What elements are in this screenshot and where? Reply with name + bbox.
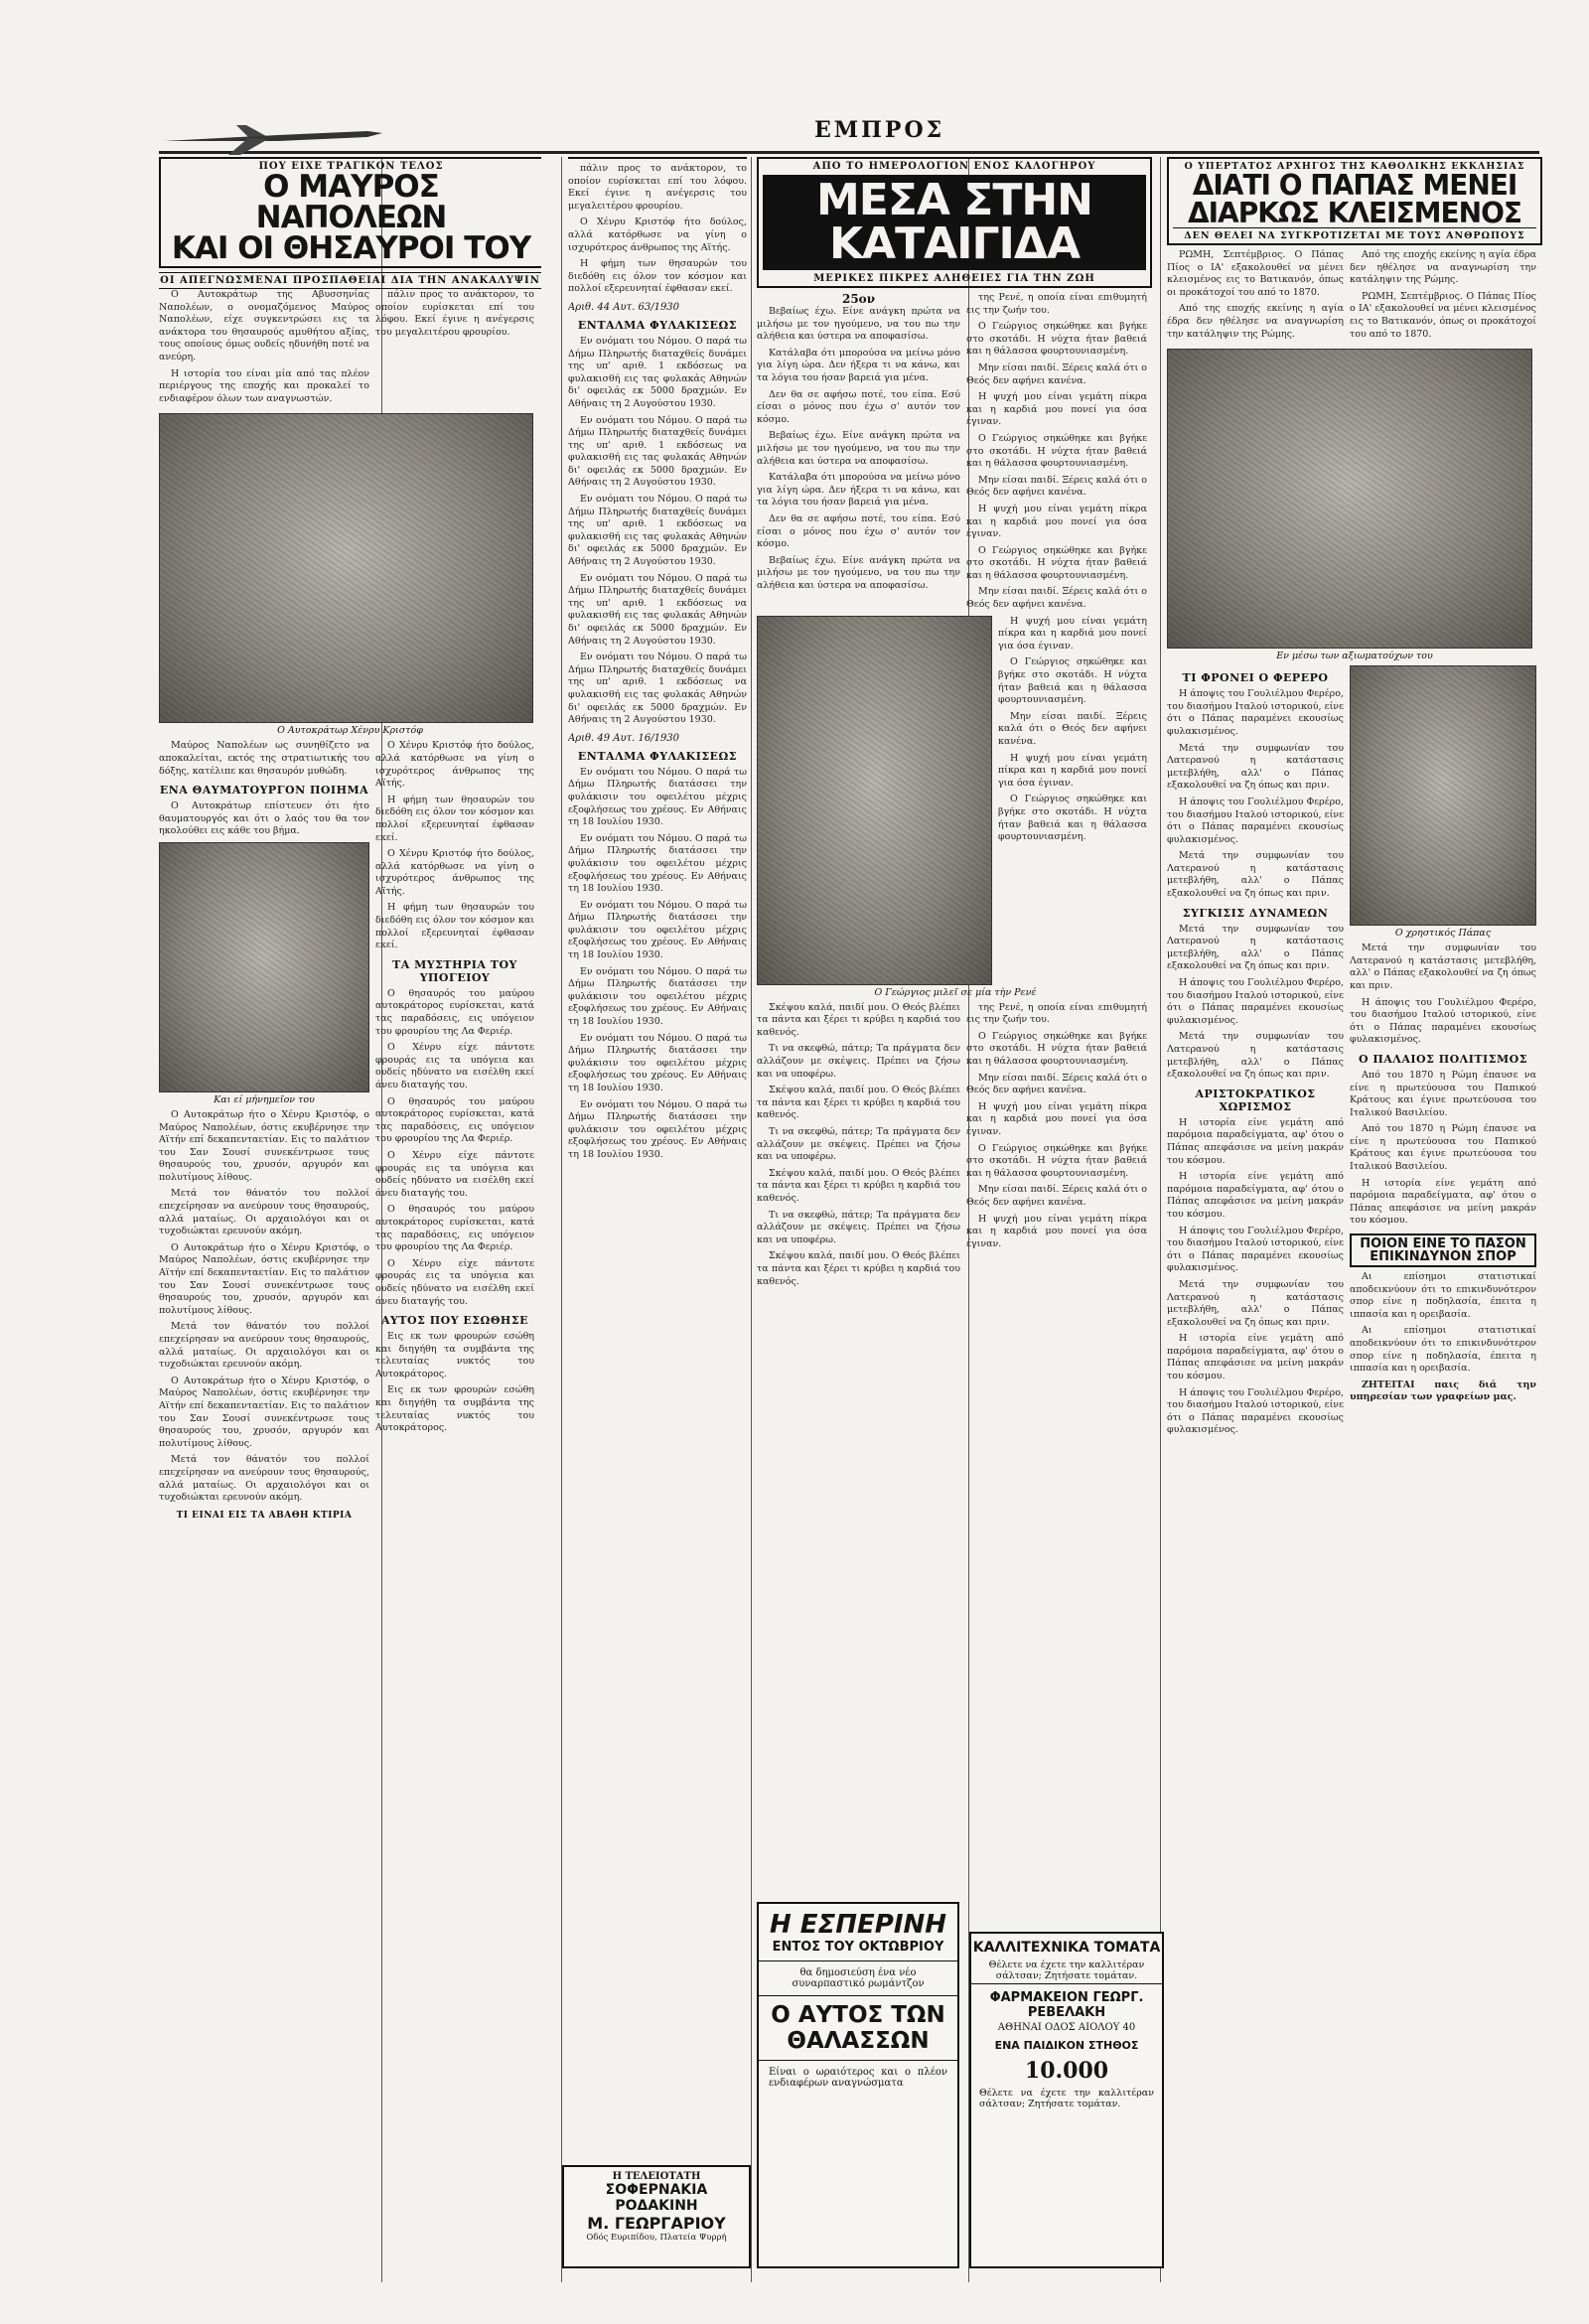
photo-emperor [159, 413, 533, 723]
paragraph: Η ιστορία του είναι μία από τας πλέον περιέργους της εποχής και προκαλεί το ενδιαφέρον όλων των αναγνωστών. [159, 367, 369, 404]
paragraph: Ο Γεώργιος σηκώθηκε και βγήκε στο σκοτάδι. Η νύχτα ήταν βαθειά και η θάλασσα φουρτουνιασμένη. [966, 544, 1147, 581]
paragraph: Σκέψου καλά, παιδί μου. Ο Θεός βλέπει τα πάντα και ξέρει τι κρύβει η καρδιά του καθενός. [757, 1167, 960, 1204]
photo-caption: Ο Αυτοκράτωρ Χένρυ Κριστόφ [277, 725, 423, 737]
paragraph: Ο Χένρυ είχε πάντοτε φρουράς εις τα υπόγεια και ουδείς ηδύνατο να εισέλθη εκεί άνευ διαταγής του. [375, 1257, 534, 1307]
section-heading: Ο ΠΑΛΑΙΟΣ ΠΟΛΙΤΙΣΜΟΣ [1358, 1052, 1528, 1066]
photo-monument [159, 842, 369, 1092]
paragraph: Αι επίσημοι στατιστικαί αποδεικνύουν ότι το επικινδυνότερον σπορ είνε η ποδηλασία, έπειτα η ιππασία και η ορειβασία. [1350, 1271, 1536, 1320]
paragraph: Ο Χένρυ Κριστόφ ήτο δούλος, αλλά κατόρθωσε να γίνη ο ισχυρότερος άνθρωπος της Αϊτής. [375, 740, 534, 790]
paragraph: Εν ονόματι του Νόμου. Ο παρά τω Δήμω Πληρωτής διαταχθείς δυνάμει της υπ' αριθ. 1 εκδόσεως να φυλακισθή εις τας φυλακάς Αθηνών δι' οφειλάς εκ 5000 δραχμών. Εν Αθήναις τη 2 Αυγούστου 1930. [568, 335, 747, 409]
section-heading: ΤΙ ΦΡΟΝΕΙ Ο ΦΕΡΕΡΟ [1182, 671, 1329, 685]
ad-sofernakia [562, 2165, 751, 2268]
paragraph: Τι να σκεφθώ, πάτερ; Τα πράγματα δεν αλλάζουν με σκέψεις. Πρέπει να ζήσω και να υποφέρω. [757, 1043, 960, 1080]
headline-line-1: Ο ΜΑΥΡΟΣ ΝΑΠΟΛΕΩΝ [255, 169, 447, 235]
ad-esperini [757, 1902, 959, 2268]
paragraph: Ο Γεώργιος σηκώθηκε και βγήκε στο σκοτάδι. Η νύχτα ήταν βαθειά και η θάλασσα φουρτουνιασμένη. [966, 432, 1147, 470]
paragraph: Αι επίσημοι στατιστικαί αποδεικνύουν ότι το επικινδυνότερον σπορ είνε η ποδηλασία, έπειτα η ιππασία και η ορειβασία. [1350, 1325, 1536, 1375]
paragraph: Εν ονόματι του Νόμου. Ο παρά τω Δήμω Πληρωτής διατάσσει την φυλάκισιν του οφειλέτου μέχρις εξοφλήσεως του χρέους. Εν Αθήναις τη 18 Ιουλίου 1930. [568, 1032, 747, 1093]
airplane-icon [159, 119, 387, 159]
paragraph: Σκέψου καλά, παιδί μου. Ο Θεός βλέπει τα πάντα και ξέρει τι κρύβει η καρδιά του καθενός. [757, 1001, 960, 1038]
paragraph: Δεν θα σε αφήσω ποτέ, του είπα. Εσύ είσαι ο μόνος που έχω σ' αυτόν τον κόσμο. [757, 512, 960, 550]
ad-novel-title: Ο ΑΥΤΟΣ ΤΩΝ ΘΑΛΑΣΣΩΝ [759, 1995, 957, 2061]
ad-text: ΕΝΤΟΣ ΤΟΥ ΟΚΤΩΒΡΙΟΥ [772, 1940, 944, 1955]
ad-title: ΚΑΛΛΙΤΕΧΝΙΚΑ ΤΟΜΑΤΑ [972, 1940, 1161, 1956]
paragraph: Εν ονόματι του Νόμου. Ο παρά τω Δήμω Πληρωτής διαταχθείς δυνάμει της υπ' αριθ. 1 εκδόσεως να φυλακισθή εις τας φυλακάς Αθηνών δι' οφειλάς εκ 5000 δραχμών. Εν Αθήναις τη 2 Αυγούστου 1930. [568, 414, 747, 489]
section-heading: ΑΥΤΟΣ ΠΟΥ ΕΣΩΘΗΣΕ [380, 1314, 528, 1328]
paragraph: Ο Χένρυ Κριστόφ ήτο δούλος, αλλά κατόρθωσε να γίνη ο ισχυρότερος άνθρωπος της Αϊτής. [568, 217, 747, 253]
paragraph: Ο θησαυρός του μαύρου αυτοκράτορος ευρίσκεται, κατά τας παραδόσεις, εις υπόγειον του φρουρίου της Λα Φεριέρ. [375, 1204, 534, 1253]
headline-line-2: ΚΑΙ ΟΙ ΘΗΣΑΥΡΟΙ ΤΟΥ [171, 230, 531, 266]
paragraph: Εν ονόματι του Νόμου. Ο παρά τω Δήμω Πληρωτής διατάσσει την φυλάκισιν του οφειλέτου μέχρις εξοφλήσεως του χρέους. Εν Αθήναις τη 18 Ιουλίου 1930. [568, 1098, 747, 1160]
paragraph: ΖΗΤΕΙΤΑΙ παις διά την υπηρεσίαν των γραφείων μας. [1350, 1379, 1536, 1403]
paragraph: Εν ονόματι του Νόμου. Ο παρά τω Δήμω Πληρωτής διαταχθείς δυνάμει της υπ' αριθ. 1 εκδόσεως να φυλακισθή εις τας φυλακάς Αθηνών δι' οφειλάς εκ 5000 δραχμών. Εν Αθήναις τη 2 Αυγούστου 1930. [568, 494, 747, 568]
subheadline: ΔΕΝ ΘΕΛΕΙ ΝΑ ΣΥΓΚΡΟΤΙΖΕΤΑΙ ΜΕ ΤΟΥΣ ΑΝΘΡΩΠΟΥΣ [1173, 227, 1536, 241]
notice-title: ΕΝΤΑΛΜΑ ΦΥΛΑΚΙΣΕΩΣ [577, 749, 738, 763]
paragraph: Μετά την συμφωνίαν του Λατερανού η κατάστασις μετεβλήθη, αλλ' ο Πάπας εξακολουθεί να ζη όπως και πριν. [1167, 1031, 1344, 1081]
paragraph: Από της εποχής εκείνης η αγία έδρα δεν ηθέλησε να αναγνωρίση την κατάληψιν της Ρώμης. [1350, 249, 1536, 286]
paragraph: Μην είσαι παιδί. Ξέρεις καλά ότι ο Θεός δεν αφήνει κανένα. [966, 474, 1147, 499]
paragraph: Η ψυχή μου είναι γεμάτη πίκρα και η καρδιά μου πονεί για όσα έγιναν. [966, 503, 1147, 540]
paragraph: Μην είσαι παιδί. Ξέρεις καλά ότι ο Θεός δεν αφήνει κανένα. [998, 710, 1147, 747]
paragraph: Δεν θα σε αφήσω ποτέ, του είπα. Εσύ είσαι ο μόνος που έχω σ' αυτόν τον κόσμο. [757, 388, 960, 425]
paragraph: Από της εποχής εκείνης η αγία έδρα δεν ηθέλησε να αναγνωρίση την κατάληψιν της Ρώμης. [1167, 303, 1344, 340]
ad-address: ΑΘΗΝΑΙ ΟΔΟΣ ΑΙΟΛΟΥ 40 [997, 2022, 1136, 2033]
column-rule [751, 157, 752, 2282]
paragraph: Μετά την συμφωνίαν του Λατερανού η κατάστασις μετεβλήθη, αλλ' ο Πάπας εξακολουθεί να ζη όπως και πριν. [1167, 923, 1344, 972]
paragraph: Μετά την συμφωνίαν του Λατερανού η κατάστασις μετεβλήθη, αλλ' ο Πάπας εξακολουθεί να ζη όπως και πριν. [1350, 943, 1536, 991]
headline-banner [763, 175, 1146, 270]
paragraph: Από του 1870 η Ρώμη έπαυσε να είνε η πρωτεύουσα του Παπικού Κράτους και έγινε πρωτεύουσα του Ιταλικού Βασιλείου. [1350, 1123, 1536, 1173]
kicker: ΠΟΥ ΕΙΧΕ ΤΡΑΓΙΚΟΝ ΤΕΛΟΣ [258, 161, 444, 172]
paragraph: Εν ονόματι του Νόμου. Ο παρά τω Δήμω Πληρωτής διαταχθείς δυνάμει της υπ' αριθ. 1 εκδόσεως να φυλακισθή εις τας φυλακάς Αθηνών δι' οφειλάς εκ 5000 δραχμών. Εν Αθήναις τη 2 Αυγούστου 1930. [568, 652, 747, 726]
paragraph: Η ψυχή μου είναι γεμάτη πίκρα και η καρδιά μου πονεί για όσα έγιναν. [966, 1100, 1147, 1137]
section-heading: ΤΙ ΕΙΝΑΙ ΕΙΣ ΤΑ ΑΒΑΘΗ ΚΤΙΡΙΑ [176, 1510, 353, 1521]
paragraph: Μετά την συμφωνίαν του Λατερανού η κατάστασις μετεβλήθη, αλλ' ο Πάπας εξακολουθεί να ζη όπως και πριν. [1167, 1278, 1344, 1328]
paragraph: Η ψυχή μου είναι γεμάτη πίκρα και η καρδιά μου πονεί για όσα έγιναν. [966, 391, 1147, 428]
photo-caption: Ο χρηστικός Πάπας [1394, 928, 1492, 940]
article-header [1167, 157, 1542, 245]
paragraph: Ο Αυτοκράτωρ επίστευεν ότι ήτο θαυματουργός και ότι ο λαός του θα τον ηκολούθει εις κάθε του βήμα. [159, 800, 369, 837]
paragraph: Η ιστορία είνε γεμάτη από παρόμοια παραδείγματα, αφ' ότου ο Πάπας απεφάσισε να μείνη μακράν του κόσμου. [1350, 1177, 1536, 1227]
paragraph: της Ρενέ, η οποία είναι επιθυμητή εις την ζωήν του. [966, 1001, 1147, 1026]
paragraph: Η άποψις του Γουλιέλμου Φερέρο, του διασήμου Ιταλού ιστορικού, είνε ότι ο Πάπας παραμένει εκουσίως φυλακισμένος. [1167, 796, 1344, 845]
paragraph: Η άποψις του Γουλιέλμου Φερέρο, του διασήμου Ιταλού ιστορικού, είνε ότι ο Πάπας παραμένει εκουσίως φυλακισμένος. [1167, 1225, 1344, 1274]
ad-text: Θέλετε να έχετε την καλλιτέραν σάλτσαν; Ζητήσατε τομάταν. [979, 2088, 1154, 2109]
paragraph: Εις εκ των φρουρών εσώθη και διηγήθη τα συμβάντα της τελευταίας νυκτός του Αυτοκράτορος. [375, 1384, 534, 1434]
paragraph: Η φήμη των θησαυρών του διεδόθη εις όλον τον κόσμον και πολλοί εξερευνηταί έφθασαν εκεί. [568, 258, 747, 295]
court-notices [568, 157, 747, 2272]
paragraph: Μην είσαι παιδί. Ξέρεις καλά ότι ο Θεός δεν αφήνει κανένα. [966, 1072, 1147, 1096]
paragraph: Από του 1870 η Ρώμη έπαυσε να είνε η πρωτεύουσα του Παπικού Κράτους και έγινε πρωτεύουσα του Ιταλικού Βασιλείου. [1350, 1069, 1536, 1118]
paragraph: Η άποψις του Γουλιέλμου Φερέρο, του διασήμου Ιταλού ιστορικού, είνε ότι ο Πάπας παραμένει εκουσίως φυλακισμένος. [1350, 996, 1536, 1046]
paragraph: Μην είσαι παιδί. Ξέρεις καλά ότι ο Θεός δεν αφήνει κανένα. [966, 586, 1147, 611]
photo-caption: Και εί μήνημεῖον του [214, 1093, 315, 1105]
paragraph: Μετά τον θάνατόν του πολλοί επεχείρησαν να ανεύρουν τους θησαυρούς, αλλά ματαίως. Οι αρχαιολόγοι και οι τυχοδιώκται ερευνούν ακόμη. [159, 1454, 369, 1504]
paragraph: Η ψυχή μου είναι γεμάτη πίκρα και η καρδιά μου πονεί για όσα έγιναν. [998, 752, 1147, 789]
section-heading: ΣΥΓΚΙΣΙΣ ΔΥΝΑΜΕΩΝ [1182, 906, 1329, 920]
paragraph: Κατάλαβα ότι μπορούσα να μείνω μόνο για λίγη ώρα. Δεν ήξερα τι να κάνω, και τα λόγια του ήσαν βαρειά για μένα. [757, 347, 960, 383]
paragraph: Εν ονόματι του Νόμου. Ο παρά τω Δήμω Πληρωτής διατάσσει την φυλάκισιν του οφειλέτου μέχρις εξοφλήσεως του χρέους. Εν Αθήναις τη 18 Ιουλίου 1930. [568, 766, 747, 828]
column-rule [561, 157, 562, 2282]
ad-text: Οδός Ευριπίδου, Πλατεία Ψυρρή [586, 2233, 727, 2243]
photo-pope-officials [1167, 349, 1532, 649]
photo-pope [1350, 665, 1536, 926]
paragraph: Ο Αυτοκράτωρ ήτο ο Χένρυ Κριστόφ, ο Μαύρος Ναπολέων, όστις εκυβέρνησε την Αϊτήν επί δεκαπενταετίαν. Εις το παλάτιον του Σαν Σουσί συνεκέντρωσε τους θησαυρούς του, χρυσόν, αργυρόν και πολυτίμους λίθους. [159, 1241, 369, 1316]
photo-caption: Ο Γεώργιος μιλεῖ σε μία τὴν Ρενέ [874, 986, 1037, 998]
paragraph: Εν ονόματι του Νόμου. Ο παρά τω Δήμω Πληρωτής διατάσσει την φυλάκισιν του οφειλέτου μέχρις εξοφλήσεως του χρέους. Εν Αθήναις τη 18 Ιουλίου 1930. [568, 832, 747, 895]
paragraph: Η ψυχή μου είναι γεμάτη πίκρα και η καρδιά μου πονεί για όσα έγιναν. [998, 615, 1147, 652]
paragraph: Ο θησαυρός του μαύρου αυτοκράτορος ευρίσκεται, κατά τας παραδόσεις, εις υπόγειον του φρουρίου της Λα Φεριέρ. [375, 987, 534, 1037]
paragraph: πάλιν προς το ανάκτορον, το οποίον ευρίσκεται επί του λόφου. Εκεί έγινε η ανέγερσις του μεγαλειτέρου φρουρίου. [568, 163, 747, 212]
photo-couple [757, 616, 992, 985]
paragraph: Εν ονόματι του Νόμου. Ο παρά τω Δήμω Πληρωτής διατάσσει την φυλάκισιν του οφειλέτου μέχρις εξοφλήσεως του χρέους. Εν Αθήναις τη 18 Ιουλίου 1930. [568, 965, 747, 1028]
paragraph: Ο θησαυρός του μαύρου αυτοκράτορος ευρίσκεται, κατά τας παραδόσεις, εις υπόγειον του φρουρίου της Λα Φεριέρ. [375, 1095, 534, 1145]
ad-text: Θέλετε να έχετε την καλλιτέραν σάλτσαν; Ζητήσατε τομάταν. [988, 1960, 1145, 1981]
paragraph: της Ρενέ, η οποία είναι επιθυμητή εις την ζωήν του. [966, 292, 1147, 316]
paragraph: Σκέψου καλά, παιδί μου. Ο Θεός βλέπει τα πάντα και ξέρει τι κρύβει η καρδιά του καθενός. [757, 1085, 960, 1121]
ad-text: Μ. ΓΕΩΡΓΑΡΙΟΥ [587, 2214, 726, 2233]
kicker: Ο ΥΠΕΡΤΑΤΟΣ ΑΡΧΗΓΟΣ ΤΗΣ ΚΑΘΟΛΙΚΗΣ ΕΚΚΛΗΣΙΑΣ [1184, 161, 1525, 172]
paragraph: Μετά την συμφωνίαν του Λατερανού η κατάστασις μετεβλήθη, αλλ' ο Πάπας εξακολουθεί να ζη όπως και πριν. [1167, 742, 1344, 792]
ad-text: ΕΝΑ ΠΑΙΔΙΚΟΝ ΣΤΗΘΟΣ [994, 2039, 1139, 2052]
headline-line-2: ΔΙΑΡΚΩΣ ΚΛΕΙΣΜΕΝΟΣ [1187, 197, 1522, 229]
paragraph: Βεβαίως έχω. Είνε ανάγκη πρώτα να μιλήσω με τον ηγούμενο, να του πω την αλήθεια και ύστερα να αποφασίσω. [757, 306, 960, 343]
paragraph: Ο Χένρυ είχε πάντοτε φρουράς εις τα υπόγεια και ουδείς ηδύνατο να εισέλθη εκεί άνευ διαταγής του. [375, 1042, 534, 1090]
paragraph: Σκέψου καλά, παιδί μου. Ο Θεός βλέπει τα πάντα και ξέρει τι κρύβει η καρδιά του καθενός. [757, 1250, 960, 1287]
paragraph: Ο Αυτοκράτωρ ήτο ο Χένρυ Κριστόφ, ο Μαύρος Ναπολέων, όστις εκυβέρνησε την Αϊτήν επί δεκαπενταετίαν. Εις το παλάτιον του Σαν Σουσί συνεκέντρωσε τους θησαυρούς του, χρυσόν, αργυρόν και πολυτίμους λίθους. [159, 1375, 369, 1449]
article-pope [1167, 157, 1542, 2272]
notice-number: Αριθ. 49 Αυτ. 16/1930 [568, 732, 680, 744]
paragraph: Ο Γεώργιος σηκώθηκε και βγήκε στο σκοτάδι. Η νύχτα ήταν βαθειά και η θάλασσα φουρτουνιασμένη. [966, 1142, 1147, 1179]
ad-pharmacy-name: ΦΑΡΜΑΚΕΙΟΝ ΓΕΩΡΓ. ΡΕΒΕΛΑΚΗ [971, 1983, 1162, 2022]
paragraph: Μαύρος Ναπολέων ως συνηθίζετο να αποκαλείται, εκτός της στρατιωτικής του δόξης, κατέλιπε και θησαυρόν μυθώδη. [159, 740, 369, 777]
paragraph: Ο Γεώργιος σηκώθηκε και βγήκε στο σκοτάδι. Η νύχτα ήταν βαθειά και η θάλασσα φουρτουνιασμένη. [998, 794, 1147, 843]
masthead-name: ΕΜΠΡΟΣ [814, 117, 945, 143]
paragraph: Μετά τον θάνατόν του πολλοί επεχείρησαν να ανεύρουν τους θησαυρούς, αλλά ματαίως. Οι αρχαιολόγοι και οι τυχοδιώκται ερευνούν ακόμη. [159, 1188, 369, 1237]
diary-date: 25ον [841, 292, 876, 306]
paragraph: Ο Χένρυ είχε πάντοτε φρουράς εις τα υπόγεια και ουδείς ηδύνατο να εισέλθη εκεί άνευ διαταγής του. [375, 1149, 534, 1199]
notice-number: Αριθ. 44 Αυτ. 63/1930 [568, 301, 680, 313]
headline: ΠΟΙΟΝ ΕΙΝΕ ΤΟ ΠΑΣΟΝ ΕΠΙΚΙΝΔΥΝΟΝ ΣΠΟΡ [1360, 1236, 1526, 1265]
paragraph: Μην είσαι παιδί. Ξέρεις καλά ότι ο Θεός δεν αφήνει κανένα. [966, 362, 1147, 386]
paragraph: πάλιν προς το ανάκτορον, το οποίον ευρίσκεται επί του λόφου. Εκεί έγινε η ανέγερσις του μεγαλειτέρου φρουρίου. [375, 289, 534, 338]
paragraph: ΡΩΜΗ, Σεπτέμβριος. Ο Πάπας Πίος ο ΙΑ' εξακολουθεί να μένει κλεισμένος εις το Βατικανόν, όπως οι προκάτοχοί του από το 1870. [1167, 249, 1344, 298]
paragraph: Η φήμη των θησαυρών του διεδόθη εις όλον τον κόσμον και πολλοί εξερευνηταί έφθασαν εκεί. [375, 902, 534, 951]
section-heading: ΑΡΙΣΤΟΚΡΑΤΙΚΟΣ ΧΩΡΙΣΜΟΣ [1195, 1087, 1316, 1113]
paragraph: Ο Γεώργιος σηκώθηκε και βγήκε στο σκοτάδι. Η νύχτα ήταν βαθειά και η θάλασσα φουρτουνιασμένη. [966, 1030, 1147, 1068]
ad-number: 10.000 [1024, 2058, 1109, 2084]
kicker: ΑΠΟ ΤΟ ΗΜΕΡΟΛΟΓΙΟΝ ΕΝΟΣ ΚΑΛΟΓΗΡΟΥ [812, 161, 1096, 172]
paragraph: Η ιστορία είνε γεμάτη από παρόμοια παραδείγματα, αφ' ότου ο Πάπας απεφάσισε να μείνη μακράν του κόσμου. [1167, 1171, 1344, 1220]
paragraph: Η άποψις του Γουλιέλμου Φερέρο, του διασήμου Ιταλού ιστορικού, είνε ότι ο Πάπας παραμένει εκουσίως φυλακισμένος. [1167, 1386, 1344, 1436]
paragraph: Ο Αυτοκράτωρ ήτο ο Χένρυ Κριστόφ, ο Μαύρος Ναπολέων, όστις εκυβέρνησε την Αϊτήν επί δεκαπενταετίαν. Εις το παλάτιον του Σαν Σουσί συνεκέντρωσε τους θησαυρούς του, χρυσόν, αργυρόν και πολυτίμους λίθους. [159, 1108, 369, 1183]
paragraph: Μετά τον θάνατόν του πολλοί επεχείρησαν να ανεύρουν τους θησαυρούς, αλλά ματαίως. Οι αρχαιολόγοι και οι τυχοδιώκται ερευνούν ακόμη. [159, 1321, 369, 1371]
paragraph: Η άποψις του Γουλιέλμου Φερέρο, του διασήμου Ιταλού ιστορικού, είνε ότι ο Πάπας παραμένει εκουσίως φυλακισμένος. [1167, 688, 1344, 737]
ad-text: Είναι ο ωραιότερος και ο πλέον ενδιαφέρων αναγνώσματα [769, 2067, 947, 2089]
ad-title: Η ΕΣΠΕΡΙΝΗ [769, 1910, 947, 1940]
article-header [159, 157, 541, 268]
article-header [757, 157, 1152, 288]
paragraph: Η ιστορία είνε γεμάτη από παρόμοια παραδείγματα, αφ' ότου ο Πάπας απεφάσισε να μείνη μακράν του κόσμου. [1167, 1333, 1344, 1382]
paragraph: Ο Γεώργιος σηκώθηκε και βγήκε στο σκοτάδι. Η νύχτα ήταν βαθειά και η θάλασσα φουρτουνιασμένη. [966, 321, 1147, 358]
ad-text: ΣΟΦΕΡΝΑΚΙΑ ΡΟΔΑΚΙΝΗ [605, 2182, 708, 2214]
headline-line-1: ΔΙΑΤΙ Ο ΠΑΠΑΣ ΜΕΝΕΙ [1192, 169, 1517, 202]
paragraph: Κατάλαβα ότι μπορούσα να μείνω μόνο για λίγη ώρα. Δεν ήξερα τι να κάνω, και τα λόγια του ήσαν βαρειά για μένα. [757, 472, 960, 508]
paragraph: Τι να σκεφθώ, πάτερ; Τα πράγματα δεν αλλάζουν με σκέψεις. Πρέπει να ζήσω και να υποφέρω. [757, 1209, 960, 1245]
ad-pharmacy [969, 1932, 1164, 2268]
photo-caption: Εν μέσω των αξιωματούχων του [1276, 651, 1433, 662]
sport-article-header [1350, 1234, 1536, 1267]
paragraph: Βεβαίως έχω. Είνε ανάγκη πρώτα να μιλήσω με τον ηγούμενο, να του πω την αλήθεια και ύστερα να αποφασίσω. [757, 430, 960, 467]
paragraph: Μην είσαι παιδί. Ξέρεις καλά ότι ο Θεός δεν αφήνει κανένα. [966, 1184, 1147, 1208]
section-heading: ΤΑ ΜΥΣΤΗΡΙΑ ΤΟΥ ΥΠΟΓΕΙΟΥ [392, 957, 517, 984]
section-heading: ΕΝΑ ΘΑΥΜΑΤΟΥΡΓΟΝ ΠΟΙΗΜΑ [159, 784, 369, 798]
ad-text: θα δημοσιεύση ένα νέο συναρπαστικό ρωμάντζον [792, 1967, 925, 1989]
subheadline: ΜΕΡΙΚΕΣ ΠΙΚΡΕΣ ΑΛΗΘΕΙΕΣ ΓΙΑ ΤΗΝ ΖΩΗ [813, 273, 1095, 284]
subheadline: ΟΙ ΑΠΕΓΝΩΣΜΕΝΑΙ ΠΡΟΣΠΑΘΕΙΑΙ ΔΙΑ ΤΗΝ ΑΝΑΚΑΛΥΨΙΝ [159, 272, 541, 289]
paragraph: Βεβαίως έχω. Είνε ανάγκη πρώτα να μιλήσω με τον ηγούμενο, να του πω την αλήθεια και ύστερα να αποφασίσω. [757, 554, 960, 591]
paragraph: Εν ονόματι του Νόμου. Ο παρά τω Δήμω Πληρωτής διατάσσει την φυλάκισιν του οφειλέτου μέχρις εξοφλήσεως του χρέους. Εν Αθήναις τη 18 Ιουλίου 1930. [568, 899, 747, 961]
paragraph: Η φήμη των θησαυρών του διεδόθη εις όλον τον κόσμον και πολλοί εξερευνηταί έφθασαν εκεί. [375, 794, 534, 843]
paragraph: Ο Γεώργιος σηκώθηκε και βγήκε στο σκοτάδι. Η νύχτα ήταν βαθειά και η θάλασσα φουρτουνιασμένη. [998, 656, 1147, 706]
paragraph: ΡΩΜΗ, Σεπτέμβριος. Ο Πάπας Πίος ο ΙΑ' εξακολουθεί να μένει κλεισμένος εις το Βατικανόν, όπως οι προκάτοχοί του από το 1870. [1350, 290, 1536, 340]
article-black-napoleon [159, 157, 541, 2272]
paragraph: Τι να σκεφθώ, πάτερ; Τα πράγματα δεν αλλάζουν με σκέψεις. Πρέπει να ζήσω και να υποφέρω. [757, 1126, 960, 1163]
paragraph: Η ιστορία είνε γεμάτη από παρόμοια παραδείγματα, αφ' ότου ο Πάπας απεφάσισε να μείνη μακράν του κόσμου. [1167, 1116, 1344, 1166]
paragraph: Εν ονόματι του Νόμου. Ο παρά τω Δήμω Πληρωτής διαταχθείς δυνάμει της υπ' αριθ. 1 εκδόσεως να φυλακισθή εις τας φυλακάς Αθηνών δι' οφειλάς εκ 5000 δραχμών. Εν Αθήναις τη 2 Αυγούστου 1930. [568, 572, 747, 647]
paragraph: Εις εκ των φρουρών εσώθη και διηγήθη τα συμβάντα της τελευταίας νυκτός του Αυτοκράτορος. [375, 1331, 534, 1380]
ad-text: Η ΤΕΛΕΙΟΤΑΤΗ [612, 2171, 701, 2182]
headline: ΜΕΣΑ ΣΤΗΝ ΚΑΤΑΙΓΙΔΑ [816, 175, 1092, 269]
paragraph: Μετά την συμφωνίαν του Λατερανού η κατάστασις μετεβλήθη, αλλ' ο Πάπας εξακολουθεί να ζη όπως και πριν. [1167, 850, 1344, 900]
paragraph: Η άποψις του Γουλιέλμου Φερέρο, του διασήμου Ιταλού ιστορικού, είνε ότι ο Πάπας παραμένει εκουσίως φυλακισμένος. [1167, 977, 1344, 1026]
notice-title: ΕΝΤΑΛΜΑ ΦΥΛΑΚΙΣΕΩΣ [577, 318, 738, 332]
paragraph: Η ψυχή μου είναι γεμάτη πίκρα και η καρδιά μου πονεί για όσα έγιναν. [966, 1213, 1147, 1249]
paragraph: Ο Αυτοκράτωρ της Αβυσσηνίας Ναπολέων, ο ονομαζόμενος Μαύρος Ναπολέων, είχε συγκεντρώσει εις τα ανάκτορα του θησαυρούς αμυθήτου αξίας, τους οποίους όμως ουδείς ηδυνήθη ποτέ να ανεύρη. [159, 289, 369, 363]
paragraph: Ο Χένρυ Κριστόφ ήτο δούλος, αλλά κατόρθωσε να γίνη ο ισχυρότερος άνθρωπος της Αϊτής. [375, 848, 534, 897]
